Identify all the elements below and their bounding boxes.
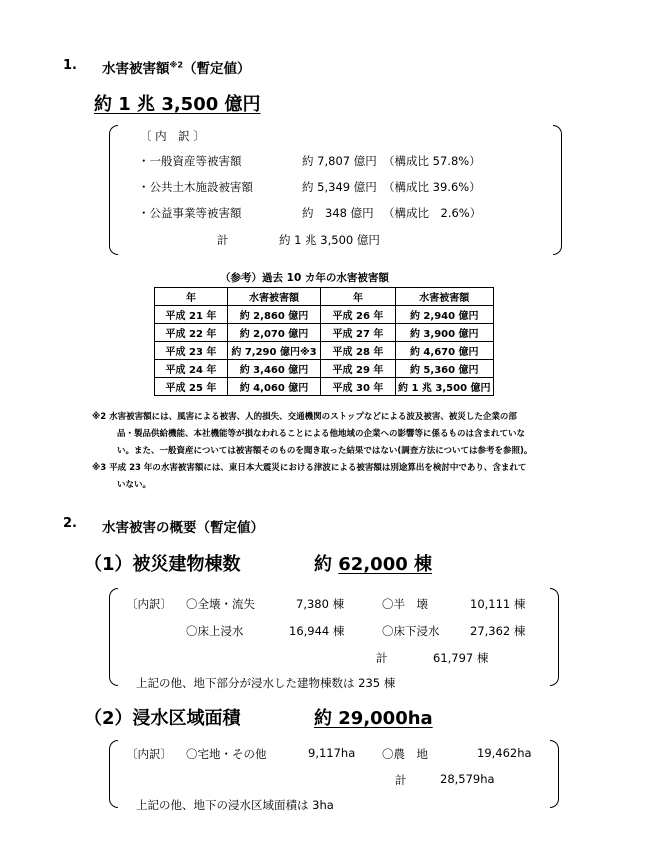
table-cell: 約 5,360 億円 [396,360,494,378]
table-row [155,306,494,324]
breakdown-label-3: ・公益事業等被害額 [138,206,242,220]
section2-title: 水害被害の概要（暫定値） [102,520,264,536]
note3-line2: いない。 [117,480,152,490]
table-cell: 約 2,860 億円 [228,306,321,324]
breakdown-header: 〔 内 訳 〕 [140,129,205,143]
sub1-bracket-left [109,588,118,686]
table-cell: 平成 28 年 [321,342,396,360]
table-row [155,342,494,360]
section1-title-suffix: （暫定値） [183,61,251,77]
breakdown-label-2: ・公共土木施設被害額 [138,180,253,194]
sub1-value-number: 62,000 棟 [338,554,433,575]
history-header-damage-2: 水害被害額 [396,288,494,306]
table-cell: 約 3,460 億円 [228,360,321,378]
section2-number: 2. [63,516,77,531]
sub2-label: （2）浸水区域面積 [84,708,241,729]
history-header-year-2: 年 [321,288,396,306]
table-cell: 平成 24 年 [155,360,228,378]
breakdown-value-3: 約 348 億円 [302,206,374,220]
table-cell: 約 7,290 億円※3 [228,342,321,360]
section1-title-sup: ※2 [169,59,184,70]
table-cell: 平成 26 年 [321,306,396,324]
sub2-bracket-right [550,740,559,808]
sub1-item-value-4: 27,362 棟 [470,624,526,638]
sub2-item-value-1: 9,117ha [308,746,356,760]
sub1-value [314,550,432,576]
sub1-bracket-right [550,588,559,686]
sub1-breakdown-tag: 〔内訳〕 [126,597,172,611]
table-cell: 平成 30 年 [321,378,396,396]
sub1-item-value-2: 10,111 棟 [470,597,526,611]
history-table-caption: （参考）過去 10 カ年の水害被害額 [220,272,389,284]
table-cell: 約 2,070 億円 [228,324,321,342]
table-cell: 約 4,670 億円 [396,342,494,360]
history-table [154,287,494,396]
table-cell: 平成 21 年 [155,306,228,324]
sub2-item-name-1: 〇宅地・その他 [186,747,267,761]
note3-line1: ※3 平成 23 年の水害被害額には、東日本大震災における津波による被害額は別途算出を検討中であり、含まれて [92,463,527,473]
table-row [155,378,494,396]
breakdown-value-1: 約 7,807 億円 [302,154,377,168]
table-cell: 約 3,900 億円 [396,324,494,342]
section1-number: 1. [63,58,77,73]
table-cell: 約 2,940 億円 [396,306,494,324]
sub1-item-name-1: 〇全壊・流失 [186,597,255,611]
sub2-breakdown-tag: 〔内訳〕 [126,747,172,761]
table-row [155,360,494,378]
sub1-total-value: 61,797 棟 [433,651,489,665]
breakdown-total-value: 約 1 兆 3,500 億円 [279,233,380,247]
sub1-item-value-1: 7,380 棟 [296,597,345,611]
table-cell: 平成 25 年 [155,378,228,396]
note2-line2: 品・製品供給機能、本社機能等が損なわれることによる他地域の企業への影響等に係るものは含まれていな [117,429,526,439]
sub1-item-name-2: 〇半 壊 [382,597,428,611]
sub1-total-label: 計 [376,651,388,665]
sub2-note: 上記の他、地下の浸水区域面積は 3ha [136,798,334,812]
note2-line3: い。また、一般資産については被害額そのものを聞き取った結果ではない(調査方法については参考を参照)。 [117,446,533,456]
table-cell: 約 4,060 億円 [228,378,321,396]
table-cell: 平成 29 年 [321,360,396,378]
sub1-item-value-3: 16,944 棟 [289,624,345,638]
sub2-value: 約 29,000ha [314,708,433,729]
table-cell: 平成 23 年 [155,342,228,360]
sub2-total-value: 28,579ha [440,772,495,786]
sub1-item-name-3: 〇床上浸水 [186,624,244,638]
breakdown-bracket-right [553,125,562,255]
history-header-year-1: 年 [155,288,228,306]
sub2-item-name-2: 〇農 地 [382,747,428,761]
breakdown-ratio-3: （構成比 2.6%） [383,206,482,220]
table-cell: 平成 22 年 [155,324,228,342]
sub2-total-label: 計 [395,773,407,787]
sub1-note: 上記の他、地下部分が浸水した建物棟数は 235 棟 [136,676,396,690]
note2-line1: ※2 水害被害額には、風害による被害、人的損失、交通機関のストップなどによる波及被害、被災した企業の部 [92,412,517,422]
breakdown-total-label: 計 [217,233,229,247]
table-cell: 約 1 兆 3,500 億円 [396,378,494,396]
breakdown-bracket-left [109,125,118,255]
sub2-bracket-left [109,740,118,808]
sub1-item-name-4: 〇床下浸水 [382,624,440,638]
sub2-item-value-2: 19,462ha [477,746,532,760]
sub1-value-prefix: 約 [314,554,339,575]
section1-total-big: 約 1 兆 3,500 億円 [94,94,261,115]
table-cell: 平成 27 年 [321,324,396,342]
section1-title [102,57,251,77]
breakdown-label-1: ・一般資産等被害額 [138,154,242,168]
section1-title-text: 水害被害額 [102,61,170,77]
history-table-header-row [155,288,494,306]
sub1-label: （1）被災建物棟数 [84,554,241,575]
breakdown-ratio-2: （構成比 39.6%） [383,180,481,194]
breakdown-value-2: 約 5,349 億円 [302,180,377,194]
breakdown-ratio-1: （構成比 57.8%） [383,154,481,168]
table-row [155,324,494,342]
history-header-damage-1: 水害被害額 [228,288,321,306]
